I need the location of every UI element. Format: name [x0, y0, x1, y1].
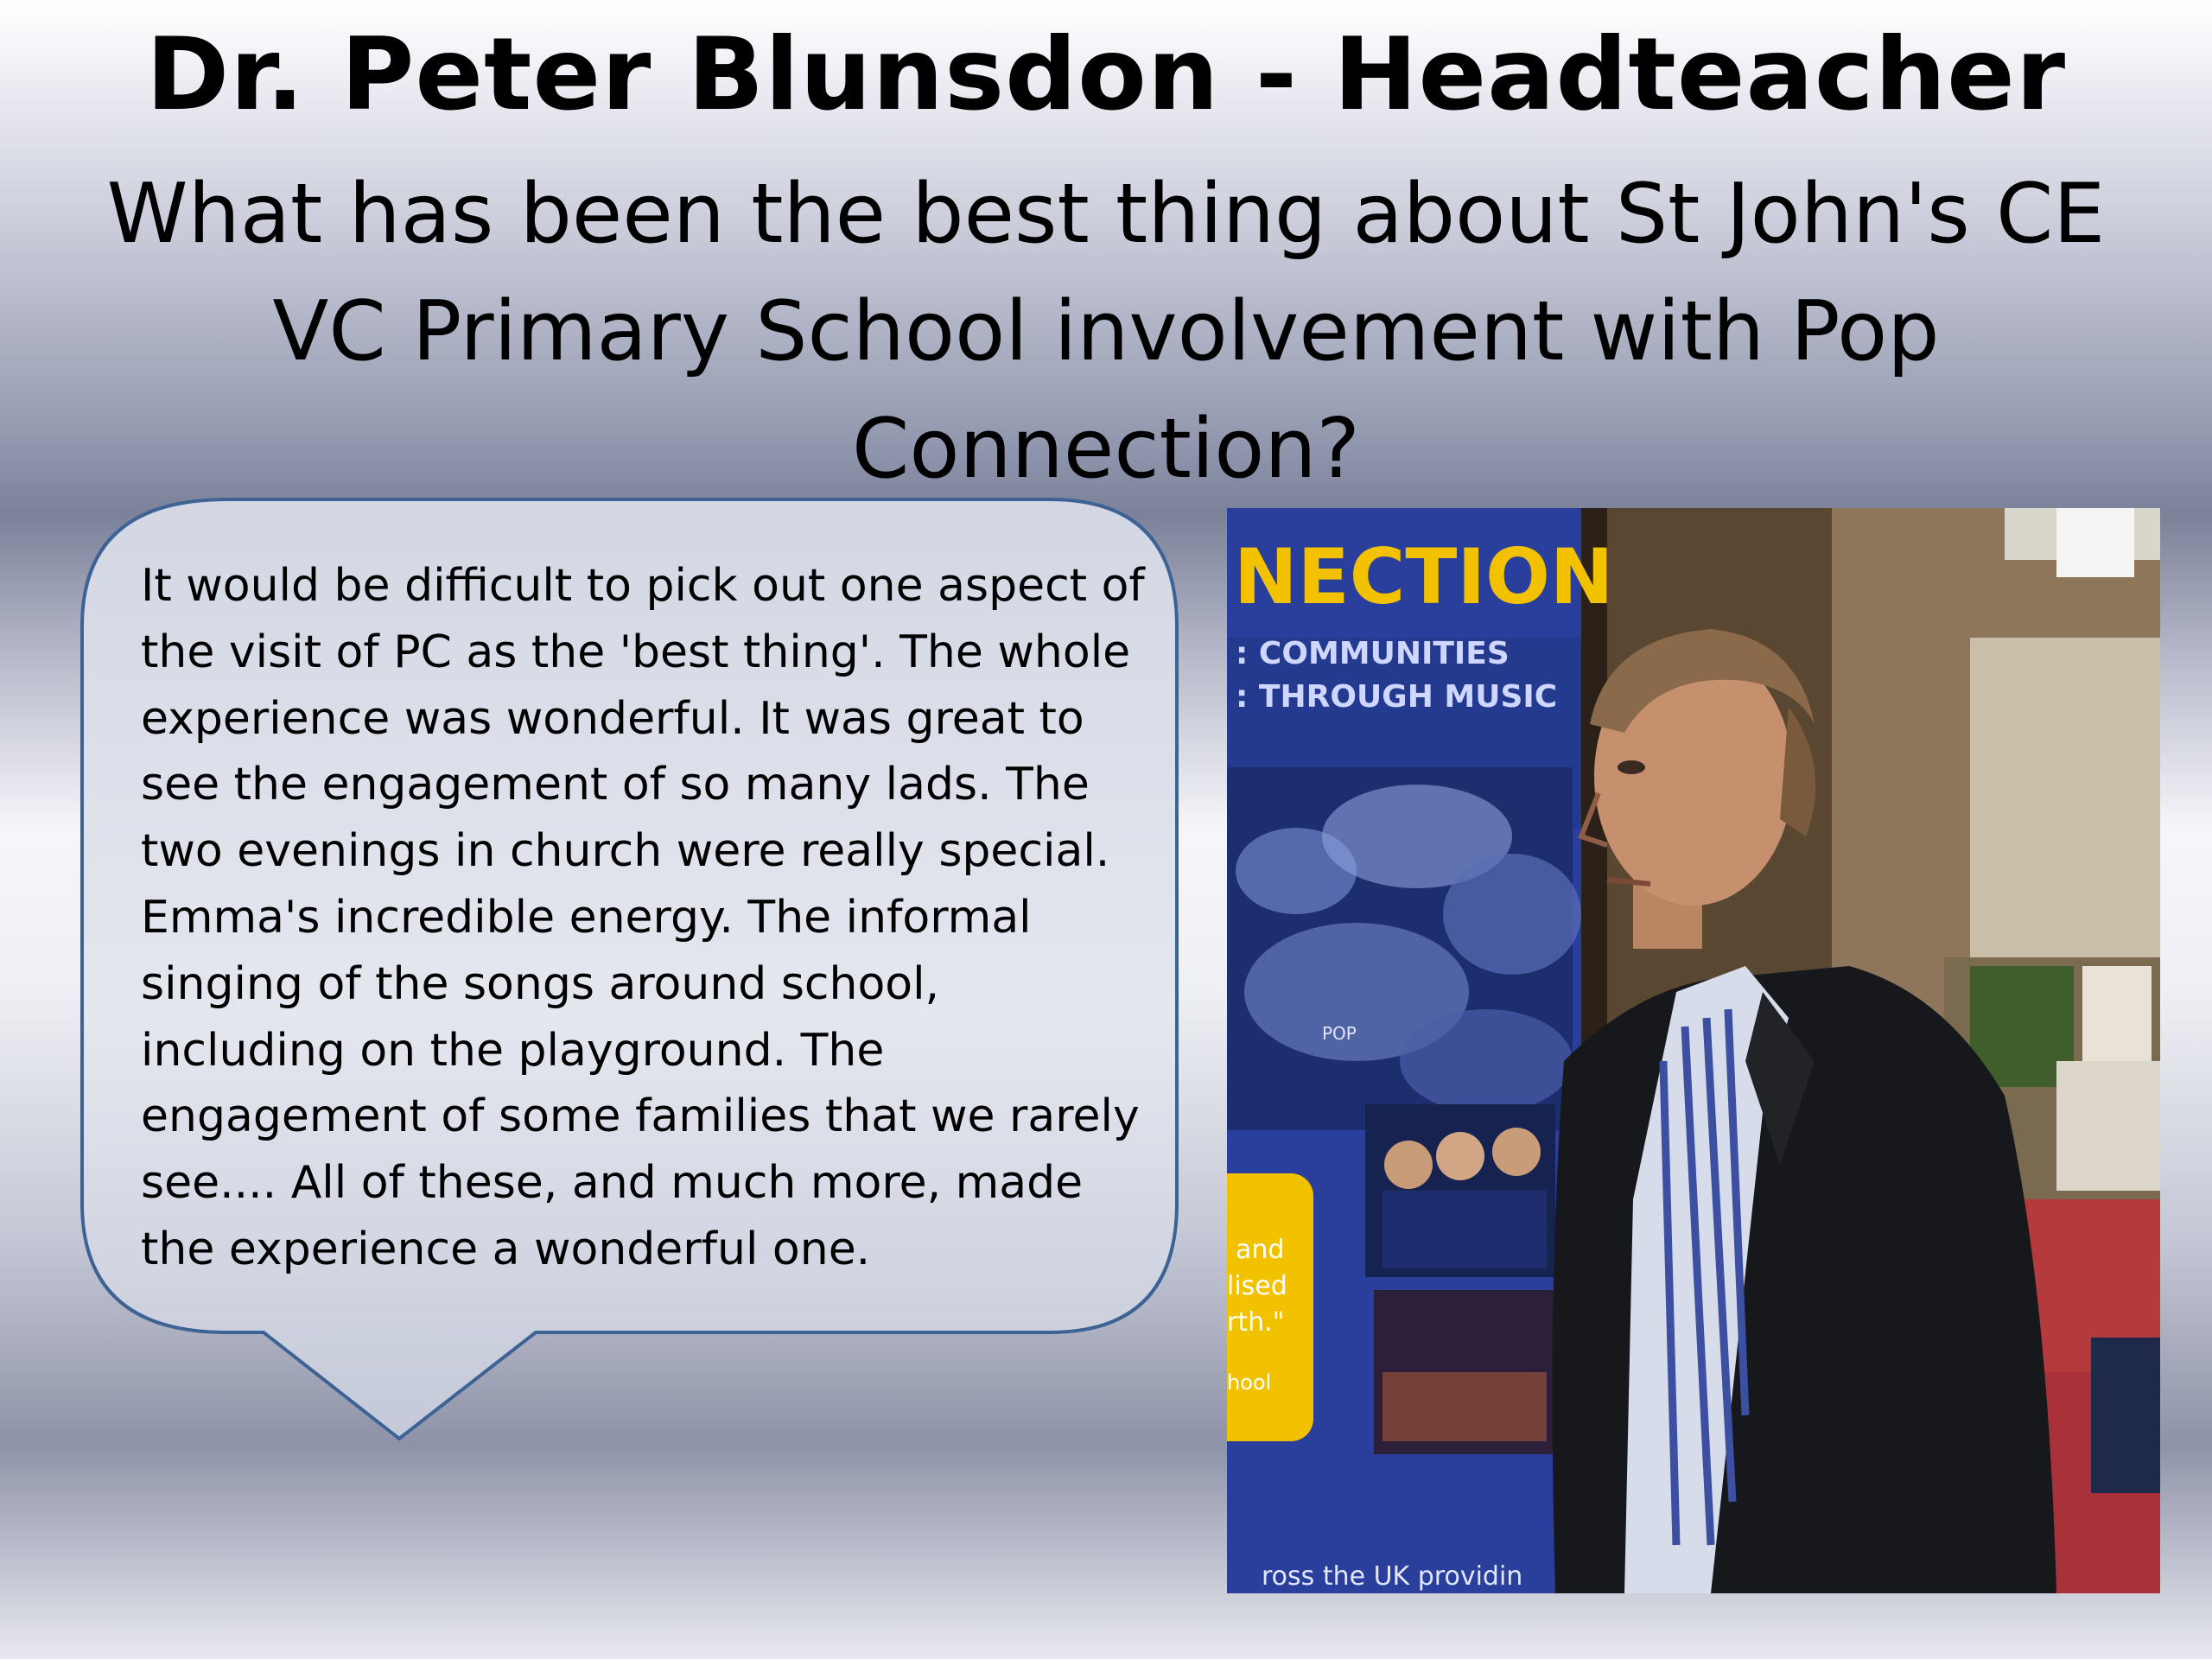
headteacher-photo: [1227, 508, 2160, 1593]
banner-pop-label: POP: [1322, 1023, 1357, 1044]
slide-question: What has been the best thing about St John's CE VC Primary School involvement with Pop Connection?: [106, 167, 2106, 497]
banner-footer-text: ross the UK providin: [1262, 1561, 1523, 1592]
banner-crowd-photo: [1227, 767, 1581, 1130]
banner-quote-2: lised: [1227, 1271, 1287, 1301]
banner-tagline-1: : COMMUNITIES: [1236, 636, 1510, 671]
slide-title: Dr. Peter Blunsdon - Headteacher: [145, 16, 2067, 133]
banner-quote-4: hool: [1227, 1370, 1272, 1395]
banner-logo: NECTION: [1234, 532, 1614, 621]
banner-quote-1: and: [1236, 1235, 1285, 1265]
banner-quote-3: rth.": [1227, 1307, 1285, 1338]
bubble-quote: It would be difficult to pick out one aspect of the visit of PC as the 'best thing'. The whole experience was wonderful. It was great to see the engagement of so many lads. The two evenings in church were really special. Emma's incredible energy. The informal singing of the songs around school, including on the playground. The engagement of some families that we rarely see.... All of these, and much more, made the experience a wonderful one.: [141, 560, 1145, 1275]
banner-tagline-2: : THROUGH MUSIC: [1236, 679, 1558, 715]
